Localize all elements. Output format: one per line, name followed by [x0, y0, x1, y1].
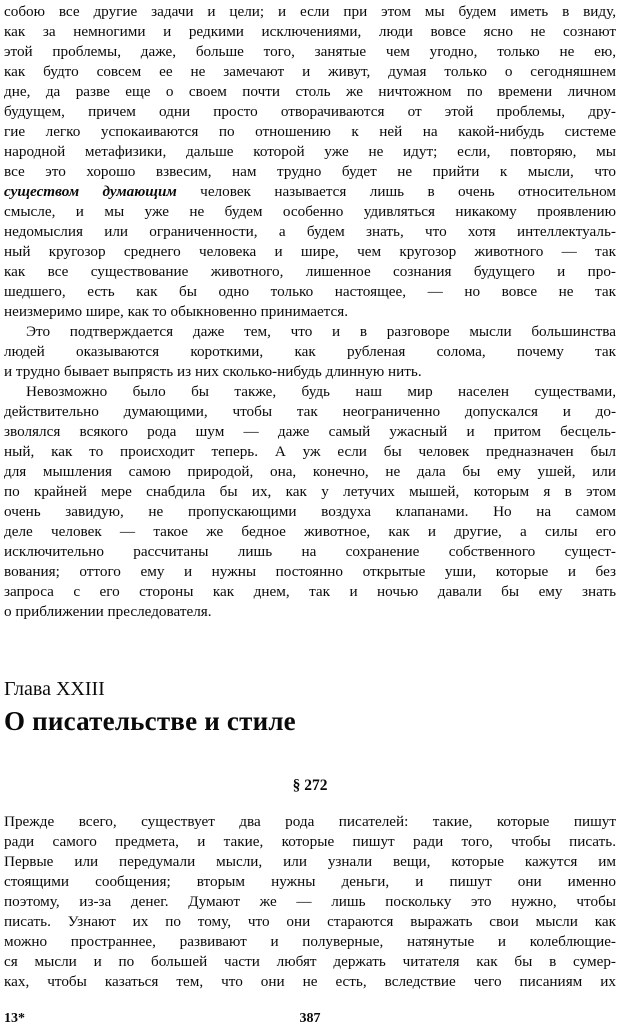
text-line: гие легко успокаиваются по отношению к ней на какой-нибудь системе	[4, 123, 616, 140]
text-line: исключительно рассчитаны лишь на сохранение собственного сущест-	[4, 543, 616, 560]
text-line: для мышления самою природой, она, конечно, не дала бы ему ушей, или	[4, 463, 616, 480]
text-line: действительно думающими, чтобы так неограниченно допускался и до-	[4, 403, 616, 420]
text-line: как за немногими и редкими исключениями, люди вовсе ясно не сознают	[4, 23, 616, 40]
text-line: недомыслия или ограниченности, а будем знать, что хотя интеллектуаль-	[4, 223, 616, 240]
text-line: людей оказываются короткими, как рубленая солома, почему так	[4, 343, 616, 360]
text-line: деле человек — такое же бедное животное, как и другие, а силы его	[4, 523, 616, 540]
chapter-title: О писательстве и стиле	[4, 706, 296, 736]
text-line: ках, чтобы казаться тем, что они не есть, вследствие чего писаниям их	[4, 973, 616, 990]
signature-mark: 13*	[4, 1011, 25, 1026]
paragraph-first-line: Невозможно было бы также, будь наш мир населен существами,	[26, 383, 616, 400]
text-line: собою все другие задачи и цели; и если при этом мы будем иметь в виду,	[4, 3, 616, 20]
text-line: дне, да разве еще о своем почти столь же ничтожном по времени личном	[4, 83, 616, 100]
paragraph-first-line: Это подтверждается даже тем, что и в разговоре мысли большинства	[26, 323, 616, 340]
text-line: Первые или передумали мысли, или узнали вещи, которые кажутся им	[4, 853, 616, 870]
text-line: и трудно бывает выпрясть из них сколько-нибудь длинную нить.	[4, 363, 422, 380]
chapter-label: Глава XXIII	[4, 678, 105, 700]
text-line: смысле, и мы уже не будем особенно удивляться никакому проявлению	[4, 203, 616, 220]
section-number: § 272	[292, 777, 328, 794]
text-line: ный кругозор среднего человека и шире, чем кругозор животного — так	[4, 243, 616, 260]
page-number: 387	[299, 1011, 321, 1026]
text-line: неизмеримо шире, как то обыкновенно принимается.	[4, 303, 349, 320]
text-line: очень завидую, не пропускающими воздуха клапанами. Но на самом	[4, 503, 616, 520]
text-line: народной метафизики, дальше которой уже не идут; если, повторяю, мы	[4, 143, 616, 160]
text-line: все это хорошо взвесим, нам трудно будет не прийти к мысли, что	[4, 163, 616, 180]
text-line: Прежде всего, существует два рода писателей: такие, которые пишут	[4, 813, 616, 830]
text-line: ради самого предмета, и такие, которые пишут ради того, чтобы писать.	[4, 833, 616, 850]
text-line: писать. Узнают их по тому, что они стараются выражать свои мысли как	[4, 913, 616, 930]
text-line: можно пространнее, развивают и полуверные, натянутые и колеблющие-	[4, 933, 616, 950]
text-line: этой проблемы, даже, больше того, занятые чем угодно, только не ею,	[4, 43, 616, 60]
text-line: поэтому, из-за денег. Думают же — лишь поскольку это нужно, чтобы	[4, 893, 616, 910]
text-line: стоящими сообщения; вторым нужны деньги, и пишут они именно	[4, 873, 616, 890]
text-line: по крайней мере снабдила бы их, как у летучих мышей, которым я в этом	[4, 483, 616, 500]
text-line-with-emphasis	[4, 182, 616, 202]
text-line: запроса с его стороны как днем, так и ночью давали бы ему знать	[4, 583, 616, 600]
text-line: ный, как то происходит теперь. А уж если бы человек предназначен был	[4, 443, 616, 460]
text-line: будущем, причем одни просто отворачиваются от этой проблемы, дру-	[4, 103, 616, 120]
emphasis-text: существом думающим	[4, 183, 177, 200]
text-line-rest: человек называется лишь в очень относительном	[176, 183, 616, 200]
text-line: ся мысли и по большей части любят держать читателя как бы в сумер-	[4, 953, 616, 970]
text-line: как будто совсем ее не замечают и живут, думая только о сегодняшнем	[4, 63, 616, 80]
text-line: шедшего, есть как бы одно только настоящее, — но вовсе не так	[4, 283, 616, 300]
text-line: вования; оттого ему и нужны постоянно открытые уши, которые и без	[4, 563, 616, 580]
text-line: зволялся всякого рода шум — даже самый ужасный и притом бесцель-	[4, 423, 616, 440]
text-line: о приближении преследователя.	[4, 603, 212, 620]
text-line: как все существование животного, лишенное сознания будущего и про-	[4, 263, 616, 280]
